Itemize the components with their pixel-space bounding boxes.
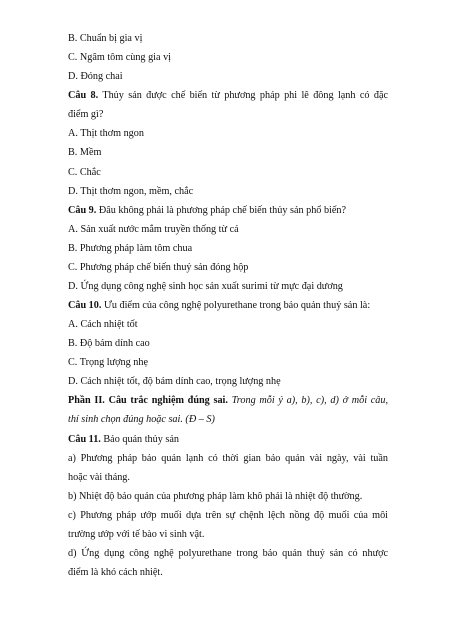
question-8-text-cont: điểm gì? xyxy=(68,109,104,121)
q11-statement-a-cont: hoặc vài tháng. xyxy=(68,471,130,483)
part-2-instruction-cont: thí sinh chọn đúng hoặc sai. (Đ – S) xyxy=(68,414,215,426)
q8-option-d: D. Thịt thơm ngon, mềm, chắc xyxy=(68,185,194,197)
question-11-text: Bảo quản thủy sản xyxy=(103,433,179,445)
question-8 xyxy=(68,89,388,102)
question-9-text: Đâu không phải là phương pháp chế biến thủy sản phổ biến? xyxy=(98,204,347,216)
option-b-prev: B. Chuẩn bị gia vị xyxy=(68,33,143,44)
q10-option-a: A. Cách nhiệt tốt xyxy=(68,319,138,331)
q11-statement-c-cont: trường ướp với tế bào vi sinh vật. xyxy=(68,528,205,540)
question-8-text: Thủy sản được chế biến từ phương pháp phi lê đông lạnh có đặc xyxy=(102,90,388,102)
q9-option-b: B. Phương pháp làm tôm chua xyxy=(68,242,193,254)
part-2-title: Phần II. Câu trắc nghiệm đúng sai. xyxy=(68,395,228,407)
part-2-instruction: Trong mỗi ý a), b), c), d) ở mỗi câu, xyxy=(231,395,389,407)
question-9 xyxy=(68,204,388,217)
option-d-prev: D. Đóng chai xyxy=(68,71,123,83)
q8-option-c: C. Chắc xyxy=(68,166,101,178)
q11-statement-b: b) Nhiệt độ bảo quản của phương pháp làm khô phải là nhiệt độ thường. xyxy=(68,490,363,502)
q10-option-c: C. Trọng lượng nhẹ xyxy=(68,357,148,369)
q8-option-a: A. Thịt thơm ngon xyxy=(68,128,144,140)
q11-statement-d: d) Ứng dụng công nghệ polyurethane trong bảo quản thuỷ sản có nhược xyxy=(68,547,388,559)
question-8-label: Câu 8. xyxy=(68,90,99,102)
question-9-label: Câu 9. xyxy=(68,204,97,216)
question-10-label: Câu 10. xyxy=(68,300,102,311)
q11-statement-a: a) Phương pháp bảo quản lạnh có thời gian bảo quản vài ngày, vài tuần xyxy=(68,452,388,464)
q10-option-d: D. Cách nhiệt tốt, độ bám dính cao, trọng lượng nhẹ xyxy=(68,376,281,388)
q11-statement-d-cont: điểm là khó cách nhiệt. xyxy=(68,567,163,578)
question-10-text: Ưu điểm của công nghệ polyurethane trong bảo quản thuỷ sản là: xyxy=(103,300,371,311)
q9-option-c: C. Phương pháp chế biến thuỷ sản đóng hộp xyxy=(68,261,249,273)
option-c-prev: C. Ngâm tôm cùng gia vị xyxy=(68,52,171,64)
question-10 xyxy=(68,299,388,312)
q11-statement-c: c) Phương pháp ướp muối dựa trên sự chệnh lệch nồng độ muối của môi xyxy=(68,509,388,521)
q10-option-b: B. Độ bám dính cao xyxy=(68,338,150,350)
part-2-heading xyxy=(68,394,388,407)
q9-option-d: D. Ứng dụng công nghệ sinh học sản xuất surimi từ mực đại dương xyxy=(68,280,343,292)
q9-option-a: A. Sản xuất nước mắm truyền thống từ cá xyxy=(68,223,239,235)
question-11-label: Câu 11. xyxy=(68,433,101,445)
question-11 xyxy=(68,433,388,446)
q8-option-b: B. Mềm xyxy=(68,147,102,159)
